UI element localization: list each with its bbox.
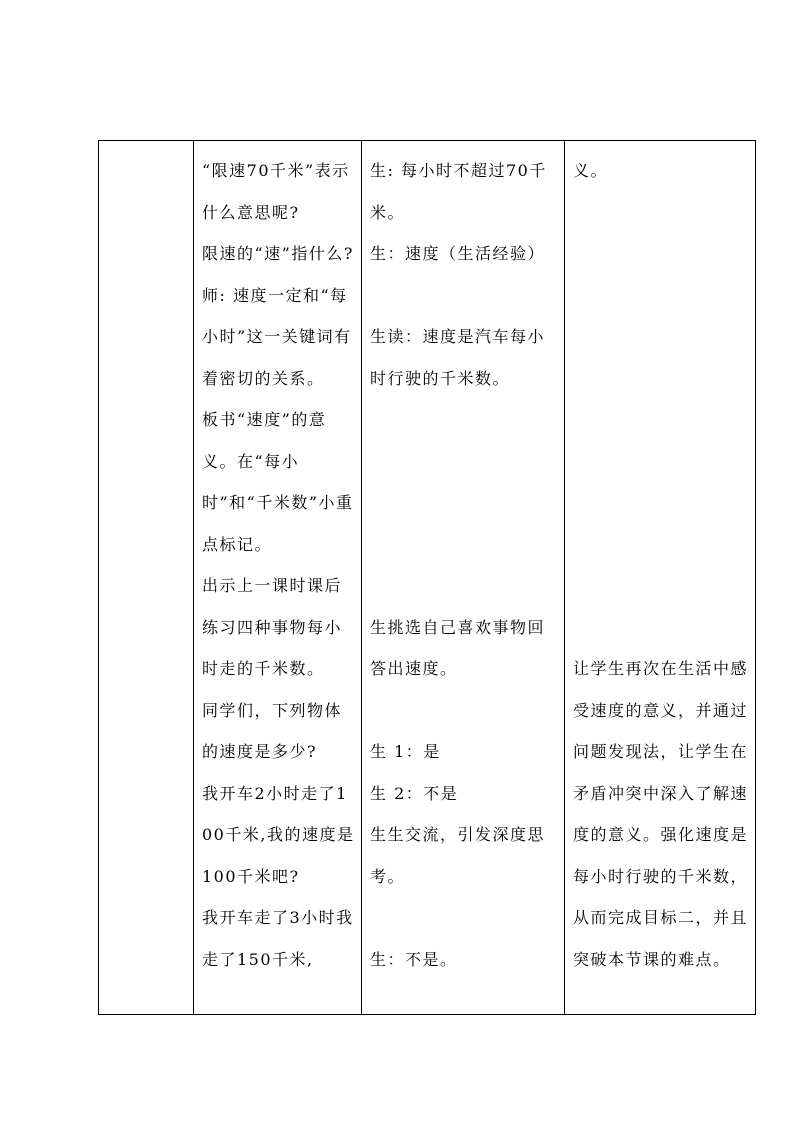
table-row: [99, 141, 756, 1015]
student-line: 生生交流，引发深度思考。: [370, 825, 546, 886]
lesson-plan-table: [98, 140, 756, 1015]
design-intent-cell: [565, 141, 756, 1015]
intent-paragraph: 让学生再次在生活中感受速度的意义，并通过问题发现法，让学生在矛盾冲突中深入了解速度的意义。强化速度是每小时行驶的千米数，从而完成目标二，并且突破本节课的难点。: [573, 659, 749, 969]
teacher-line: 同学们，下列物体的速度是多少?: [202, 700, 343, 761]
student-line: 生读：速度是汽车每小时行驶的千米数。: [370, 327, 546, 388]
student-line: 生：速度（生活经验）: [370, 244, 546, 263]
student-activity-cell: [362, 141, 565, 1015]
teacher-line: 板书“速度”的意义。在“每小时”和“千米数”小重点标记。: [202, 410, 354, 554]
student-line: 生挑选自己喜欢事物回答出速度。: [370, 617, 546, 678]
student-line: 生：不是。: [370, 949, 458, 969]
teacher-line: 出示上一课时课后练习四种事物每小时走的千米数。: [202, 576, 343, 678]
teacher-line: “限速70千米”表示什么意思呢?: [202, 161, 350, 222]
teacher-line: 我开车走了3小时我走了150千米,: [202, 908, 354, 969]
teacher-line: 我开车2小时走了100千米,我的速度是100千米吧?: [202, 783, 355, 886]
student-line: 生: 每小时不超过70千米。: [370, 161, 547, 222]
teacher-line: 限速的“速”指什么?: [202, 244, 354, 263]
student-line: 生 2：不是: [370, 783, 459, 803]
teacher-line: 师: 速度一定和“每小时”这一关键词有着密切的关系。: [202, 285, 352, 388]
stage-cell: [99, 141, 194, 1015]
teacher-activity-cell: [194, 141, 362, 1015]
student-line: 生 1：是: [370, 742, 441, 761]
intent-line: 义。: [573, 161, 609, 180]
